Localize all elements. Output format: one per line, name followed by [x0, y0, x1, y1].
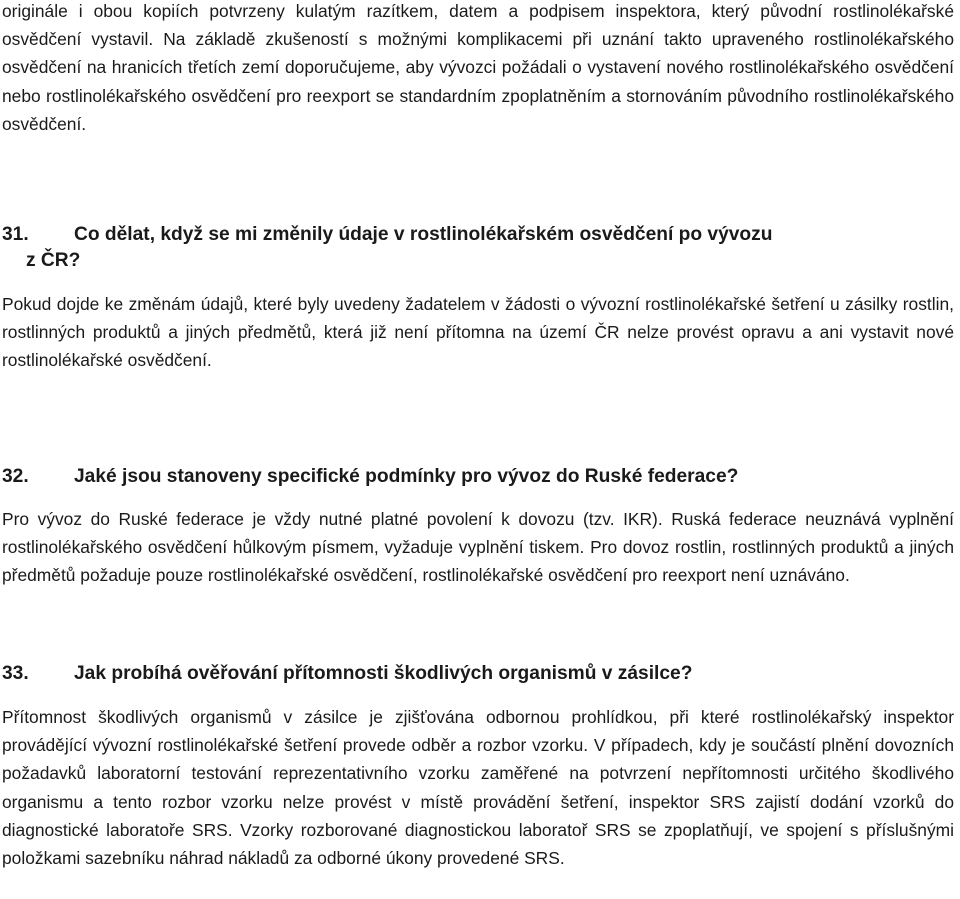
section-heading-33	[2, 661, 958, 687]
section-number: 33.	[2, 663, 29, 684]
section-title: Jak probíhá ověřování přítomnosti škodlivých organismů v zásilce?	[74, 663, 693, 684]
section-number: 31.	[2, 224, 29, 245]
section-number: 32.	[2, 466, 29, 487]
section-body-33: Přítomnost škodlivých organismů v zásilce je zjišťována odbornou prohlídkou, při které rostlinolékařský inspektor provádějící vývozní rostlinolékařské šetření provede odběr a rozbor vzorku. V případech, kdy je součástí plnění dovozních požadavků laboratorní testování reprezentativního vzorku zaměřené na potvrzení nepřítomnosti určitého škodlivého organismu a tento rozbor vzorku nelze provést v místě provádění šetření, inspektor SRS zajistí dodání vzorků do diagnostické laboratoře SRS. Vzorky rozborované diagnostickou laboratoř SRS se zpoplatňují, ve spojení s příslušnými položkami sazebníku náhrad nákladů za odborné úkony provedené SRS.	[2, 707, 954, 869]
section-body-32: Pro vývoz do Ruské federace je vždy nutné platné povolení k dovozu (tzv. IKR). Ruská federace neuznává vyplnění rostlinolékařského osvědčení hůlkovým písmem, vyžaduje vyplnění tiskem. Pro dovoz rostlin, rostlinných produktů a jiných předmětů požaduje pouze rostlinolékařské osvědčení, rostlinolékařské osvědčení pro reexport není uznáváno.	[2, 509, 954, 586]
intro-paragraph: originále i obou kopiích potvrzeny kulatým razítkem, datem a podpisem inspektora, který původní rostlinolékařské osvědčení vystavil. Na základě zkušeností s možnými komplikacemi při uznání takto upraveného rostlinolékařského osvědčení na hranicích třetích zemí doporučujeme, aby vývozci požádali o vystavení nového rostlinolékařského osvědčení nebo rostlinolékařského osvědčení pro reexport se standardním zpoplatněním a stornováním původního rostlinolékařského osvědčení.	[2, 1, 954, 134]
section-title-continuation: z ČR?	[26, 250, 81, 271]
section-heading-31	[2, 222, 958, 274]
section-body-31: Pokud dojde ke změnám údajů, které byly uvedeny žadatelem v žádosti o vývozní rostlinolékařské šetření u zásilky rostlin, rostlinných produktů a jiných předmětů, která již není přítomna na území ČR nelze provést opravu a ani vystavit nové rostlinolékařské osvědčení.	[2, 294, 954, 371]
section-title: Jaké jsou stanoveny specifické podmínky pro vývoz do Ruské federace?	[74, 466, 739, 487]
section-heading-32	[2, 464, 958, 490]
section-title: Co dělat, když se mi změnily údaje v rostlinolékařském osvědčení po vývozu	[74, 224, 773, 245]
